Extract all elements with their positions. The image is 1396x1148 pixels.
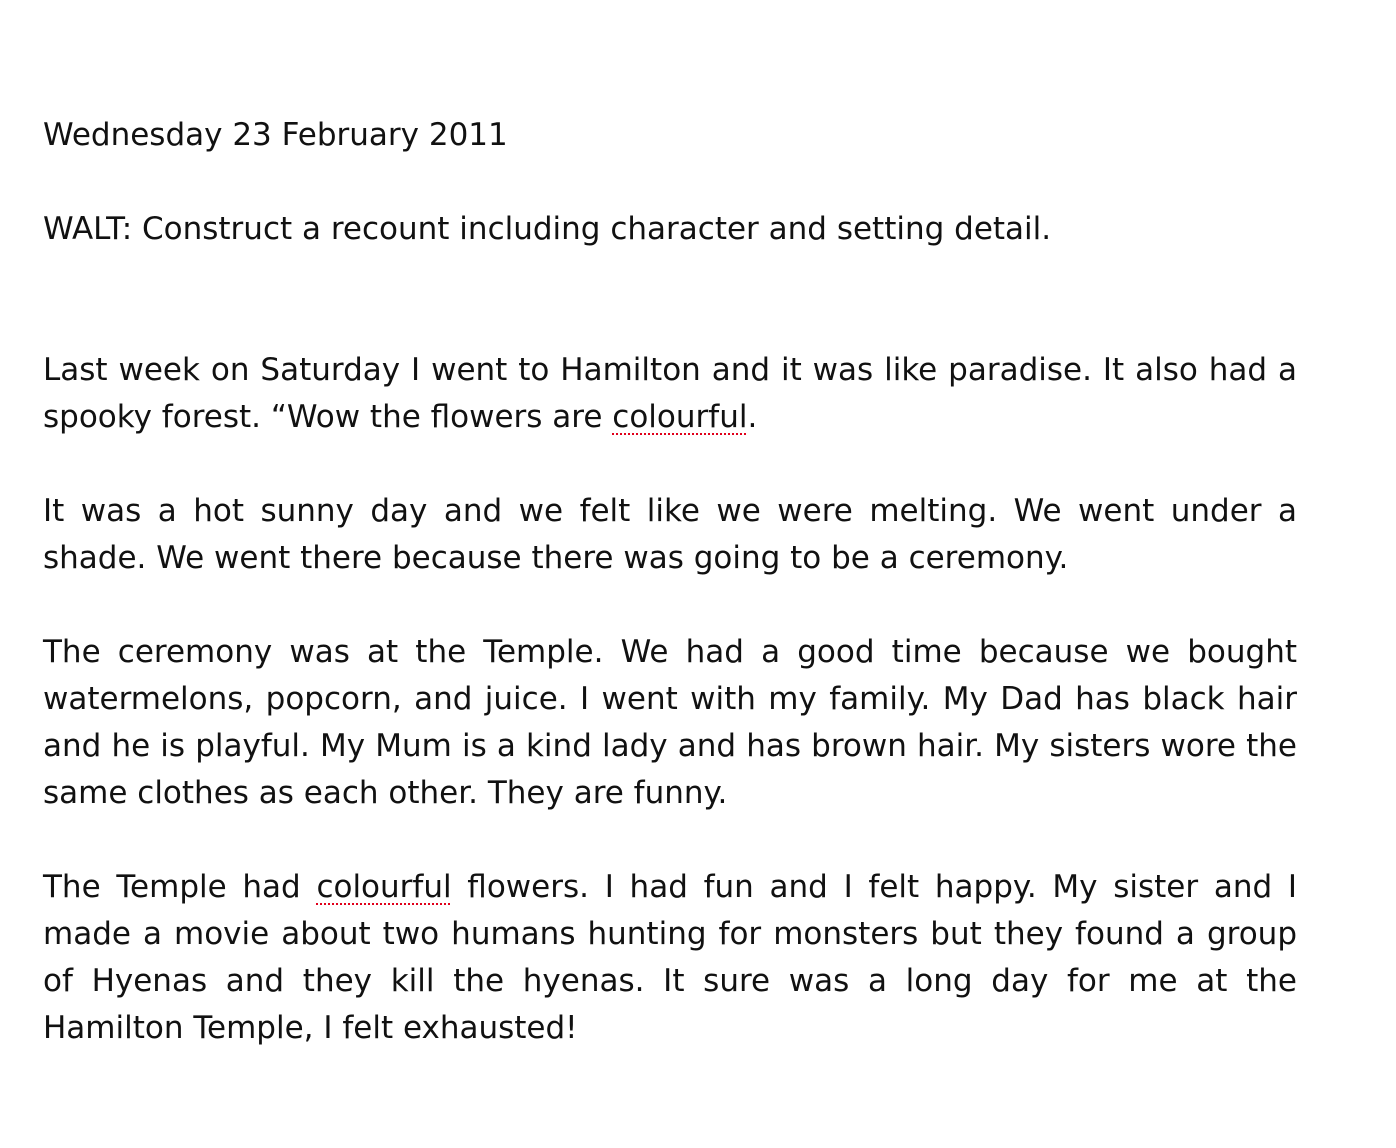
paragraph-2: It was a hot sunny day and we felt like we were melting. We went under a shade. We went there because there was going to be a ceremony. <box>43 493 1297 576</box>
misspelled-word[interactable]: colourful <box>612 399 748 435</box>
misspelled-word[interactable]: colourful <box>316 869 452 905</box>
paragraph-4 <box>43 864 1297 1052</box>
paragraph-4-text-end: flowers. I had fun and I felt happy. My sister and I made a movie about two humans hunting for monsters but they found a group of Hyenas and they kill the hyenas. It sure was a long day for me at the Hamilton Temple, I felt exhausted! <box>43 869 1297 1046</box>
paragraph-3: The ceremony was at the Temple. We had a good time because we bought watermelons, popcorn, and juice. I went with my family. My Dad has black hair and he is playful. My Mum is a kind lady and has brown hair. My sisters wore the same clothes as each other. They are funny. <box>43 634 1297 811</box>
learning-intention: WALT: Construct a recount including character and setting detail. <box>43 211 1052 247</box>
document-body <box>43 112 1297 1099</box>
paragraph-4-text-start: The Temple had <box>43 869 317 905</box>
document-date: Wednesday 23 February 2011 <box>43 117 508 153</box>
paragraph-1-text-start: Last week on Saturday I went to Hamilton and it was like paradise. It also had a spooky forest. “Wow the flowers are <box>43 352 1297 435</box>
paragraph-1-text-end: . <box>747 399 758 435</box>
paragraph-1 <box>43 347 1297 441</box>
